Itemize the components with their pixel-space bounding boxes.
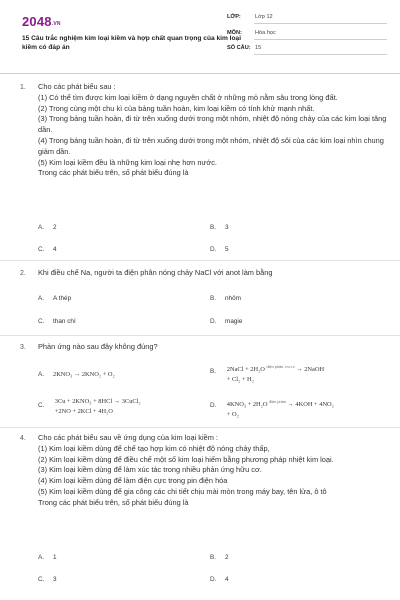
question-text: Cho các phát biểu sau : (1) Có thể tìm được kim loại kiềm ở dạng nguyên chất ở những mỏ nằm sâu trong lòng đất. (2) Trong cùng một chu kì của bảng tuần hoàn, kim loại kiềm có tính khử mạnh nhất. (3) Trong bảng tuần hoàn, đi từ trên xuống dưới trong một nhóm, nhiệt độ nóng chảy của các kim loại tăng dần. (4) Trong bảng tuần hoàn, đi từ trên xuống dưới trong một nhóm, nhiệt độ sôi của các kim loại nhìn chung giảm dần. (5) Kim loại kiềm đều là những kim loại nhẹ hơn nước. Trong các phát biểu trên, số phát biểu đúng là bbox=[38, 82, 387, 178]
option-c[interactable]: C. 3Cu + 2KNO₃ + 8HCl → 3CuCl₂ +2NO + 2KCl + 4H₂O bbox=[38, 398, 141, 415]
site-logo[interactable]: 2048.VN bbox=[22, 14, 61, 29]
worksheet-header: 2048.VN 15 Câu trắc nghiệm kim loại kiềm và hợp chất quan trọng của kim loại kiềm có đáp án LỚP: Lớp 12 MÔN: Hóa học SỐ CÂU: 15 bbox=[0, 0, 400, 80]
option-b[interactable]: B. nhôm bbox=[210, 295, 241, 302]
option-c[interactable]: C. 4 bbox=[38, 246, 57, 253]
header-divider bbox=[0, 73, 400, 74]
option-b[interactable]: B. 3 bbox=[210, 224, 229, 231]
option-c[interactable]: C. than chì bbox=[38, 318, 76, 325]
option-d[interactable]: D. magie bbox=[210, 318, 243, 325]
option-d[interactable]: D. 4KNO₃ + 2H₂O $^{điện phân}$ → 4KOH + 4NO₂ + O₂ bbox=[210, 400, 334, 418]
question-text: Khi điều chế Na, người ta điện phân nóng chảy NaCl với anot làm bằng bbox=[38, 268, 273, 277]
option-a[interactable]: A. 1 bbox=[38, 554, 57, 561]
option-c[interactable]: C. 3 bbox=[38, 576, 57, 583]
question-number: 3. bbox=[20, 344, 26, 351]
page-title: 15 Câu trắc nghiệm kim loại kiềm và hợp chất quan trọng của kim loại kiềm có đáp án bbox=[22, 35, 242, 51]
option-a[interactable]: A. 2KNO₃ → 2KNO₂ + O₂ bbox=[38, 371, 115, 378]
option-b[interactable]: B. 2NaCl + 2H₂O $^{điện phân, m.n.x}$ → 2NaOH + Cl₂ + H₂ bbox=[210, 365, 325, 383]
question-text: Cho các phát biểu sau về ứng dụng của kim loại kiềm : (1) Kim loại kiềm dùng để chế tạo hợp kim có nhiệt độ nóng chảy thấp, (2) Kim loại kiềm dùng để điều chế một số kim loại hiếm bằng phương pháp nhiệt kim loại. (3) Kim loại kiềm dùng để làm xúc tác trong nhiều phản ứng hữu cơ. (4) Kim loại kiềm dùng để làm điện cực trong pin điện hóa (5) Kim loại kiềm dùng để gia công các chi tiết chịu mài mòn trong máy bay, tên lửa, ô tô Trong các phát biểu trên, số phát biểu đúng là bbox=[38, 433, 334, 507]
question-divider bbox=[0, 260, 400, 261]
option-a[interactable]: A. A thép bbox=[38, 295, 72, 302]
question-divider bbox=[0, 427, 400, 428]
question-number: 1. bbox=[20, 84, 26, 91]
question-divider bbox=[0, 335, 400, 336]
question-number: 4. bbox=[20, 435, 26, 442]
question-text: Phản ứng nào sau đây không đúng? bbox=[38, 342, 158, 351]
option-d[interactable]: D. 5 bbox=[210, 246, 229, 253]
option-b[interactable]: B. 2 bbox=[210, 554, 229, 561]
question-number: 2. bbox=[20, 270, 26, 277]
option-d[interactable]: D. 4 bbox=[210, 576, 229, 583]
option-a[interactable]: A. 2 bbox=[38, 224, 57, 231]
